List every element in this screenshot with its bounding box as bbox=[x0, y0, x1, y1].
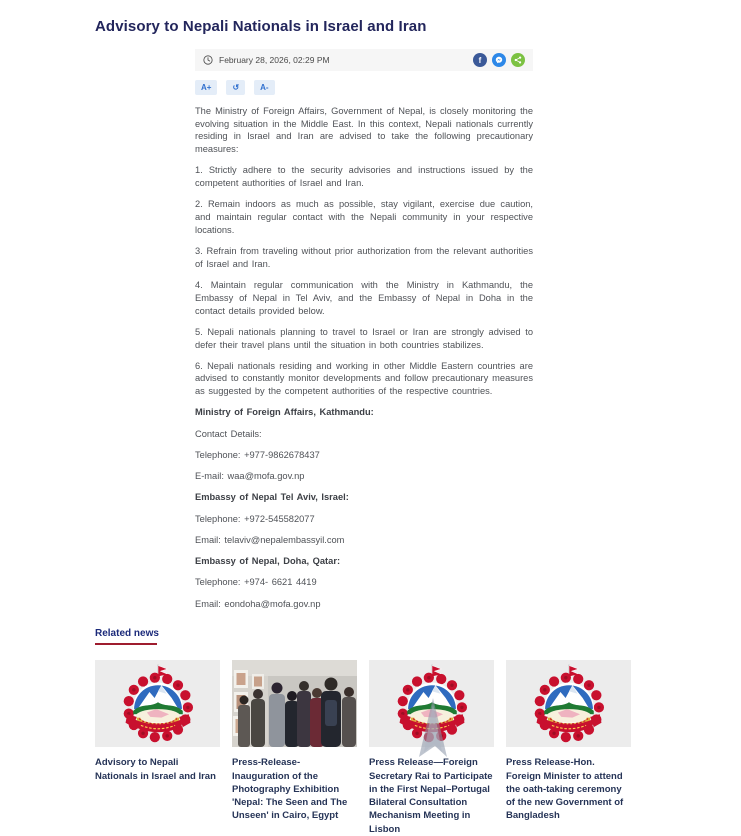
related-news-heading: Related news bbox=[95, 628, 159, 640]
paragraph: 2. Remain indoors as much as possible, stay vigilant, exercise due caution, and maintain regular contact with the Nepali community in your respective locations. bbox=[195, 199, 533, 235]
related-card[interactable] bbox=[369, 660, 494, 836]
publish-date: February 28, 2026, 02:29 PM bbox=[219, 55, 330, 65]
paragraph: 6. Nepali nationals residing and working in other Middle Eastern countries are advised to constantly monitor developments and follow precautionary measures as suggested by the competent authorities of the respective countries. bbox=[195, 360, 533, 397]
font-increase-button[interactable]: A+ bbox=[195, 80, 217, 95]
page-title: Advisory to Nepali Nationals in Israel and Iran bbox=[95, 18, 427, 35]
contact-line: Contact Details: bbox=[195, 428, 262, 439]
clock-icon bbox=[203, 55, 213, 65]
contact-heading-telaviv: Embassy of Nepal Tel Aviv, Israel: bbox=[195, 492, 349, 503]
exhibition-photo-image bbox=[232, 660, 357, 747]
paragraph: 3. Refrain from traveling without prior authorization from the relevant authorities of Israel and Iran. bbox=[195, 246, 533, 269]
contact-line-email: Email: eondoha@mofa.gov.np bbox=[195, 598, 321, 609]
related-card[interactable] bbox=[232, 660, 357, 836]
related-news-underline bbox=[95, 643, 157, 645]
contact-line-telephone: Telephone: +977-9862678437 bbox=[195, 449, 320, 460]
date-bar bbox=[195, 49, 533, 71]
nepal-emblem-image bbox=[369, 660, 494, 747]
nepal-emblem-image bbox=[506, 660, 631, 747]
paragraph: The Ministry of Foreign Affairs, Government of Nepal, is closely monitoring the evolving situation in the Middle East. In this context, Nepali nationals currently residing in Israel and Iran are advised to take the following precautionary measures: bbox=[195, 106, 533, 155]
font-size-controls bbox=[195, 80, 533, 95]
share-buttons bbox=[473, 53, 525, 67]
related-card-title: Press Release-Hon. Foreign Minister to attend the oath-taking ceremony of the new Government of Bangladesh bbox=[506, 757, 624, 822]
related-news-cards bbox=[95, 660, 741, 836]
related-card-title: Press-Release- Inauguration of the Photography Exhibition 'Nepal: The Seen and The Unseen' in Cairo, Egypt bbox=[232, 757, 348, 822]
paragraph: 5. Nepali nationals planning to travel to Israel or Iran are strongly advised to defer their travel plans until the situation in both countries stabilizes. bbox=[195, 326, 533, 350]
related-card-title: Press Release—Foreign Secretary Rai to Participate in the First Nepal–Portugal Bilateral Consultation Mechanism Meeting in Lisbon bbox=[369, 757, 493, 835]
facebook-icon[interactable]: f bbox=[473, 53, 487, 67]
font-reset-button[interactable]: ↺ bbox=[226, 80, 245, 95]
share-icon[interactable] bbox=[511, 53, 525, 67]
paragraph: 4. Maintain regular communication with the Ministry in Kathmandu, the Embassy of Nepal in Tel Aviv, and the Embassy of Nepal in Doha in the contact details provided below. bbox=[195, 280, 533, 316]
contact-line-telephone: Telephone: +972-545582077 bbox=[195, 513, 315, 524]
paragraph: 1. Strictly adhere to the security advisories and instructions issued by the competent authorities of Israel and Iran. bbox=[195, 165, 533, 189]
related-card[interactable] bbox=[506, 660, 631, 836]
font-decrease-button[interactable]: A- bbox=[254, 80, 274, 95]
contact-line-email: Email: telaviv@nepalembassyil.com bbox=[195, 534, 345, 545]
related-card[interactable] bbox=[95, 660, 220, 836]
article-body bbox=[195, 105, 533, 610]
contact-line-telephone: Telephone: +974- 6621 4419 bbox=[195, 577, 317, 588]
messenger-icon[interactable] bbox=[492, 53, 506, 67]
article-content bbox=[195, 49, 533, 610]
nepal-emblem-image bbox=[95, 660, 220, 747]
contact-heading-doha: Embassy of Nepal, Doha, Qatar: bbox=[195, 556, 341, 567]
contact-line-email: E-mail: waa@mofa.gov.np bbox=[195, 471, 305, 482]
related-card-title: Advisory to Nepali Nationals in Israel and Iran bbox=[95, 757, 216, 782]
contact-heading-kathmandu: Ministry of Foreign Affairs, Kathmandu: bbox=[195, 407, 374, 418]
